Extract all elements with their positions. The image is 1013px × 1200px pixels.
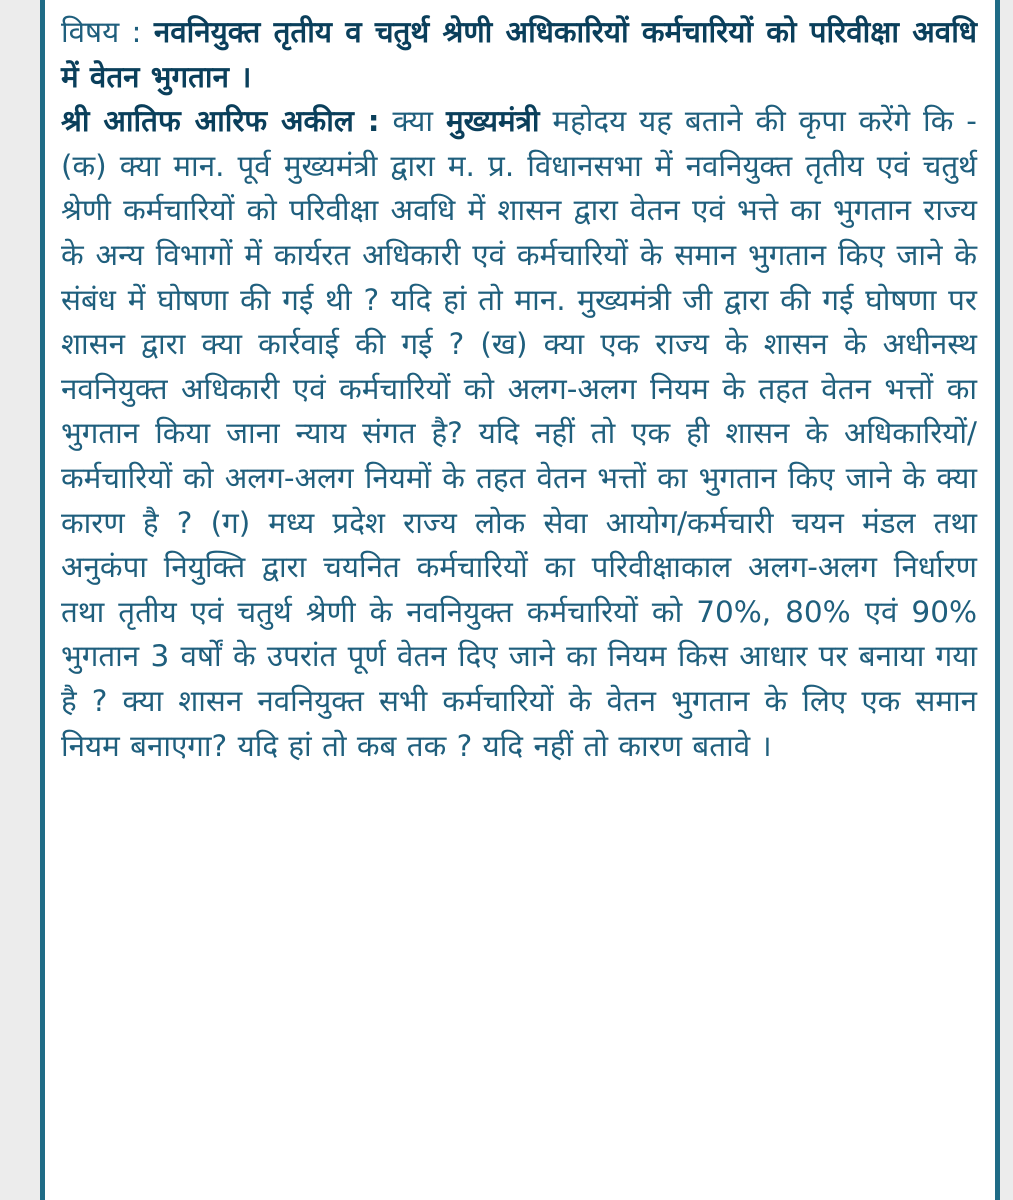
question-addressee: मुख्यमंत्री bbox=[445, 104, 540, 139]
question-intro: क्या bbox=[392, 104, 433, 139]
question-paragraph bbox=[61, 99, 977, 768]
question-speaker: श्री आतिफ आरिफ अकील : bbox=[61, 104, 380, 139]
subject-paragraph bbox=[61, 10, 977, 99]
document-panel bbox=[40, 0, 1000, 1200]
question-body: महोदय यह बताने की कृपा करेंगे कि - (क) क्या मान. पूर्व मुख्यमंत्री द्वारा म. प्र. विधानसभा में नवनियुक्त तृतीय एवं चतुर्थ श्रेणी कर्मचारियों को परिवीक्षा अवधि में शासन द्वारा वेतन एवं भत्ते का भुगतान राज्य के अन्य विभागों में कार्यरत अधिकारी एवं कर्मचारियों के समान भुगतान किए जाने के संबंध में घोषणा की गई थी ? यदि हां तो मान. मुख्यमंत्री जी द्वारा की गई घोषणा पर शासन द्वारा क्या कार्रवाई की गई ? (ख) क्या एक राज्य के शासन के अधीनस्थ नवनियुक्त अधिकारी एवं कर्मचारियों को अलग-अलग नियम के तहत वेतन भत्तों का भुगतान किया जाना न्याय संगत है? यदि नहीं तो एक ही शासन के अधिकारियों/कर्मचारियों को अलग-अलग नियमों के तहत वेतन भत्तों का भुगतान किए जाने के क्या कारण है ? (ग) मध्य प्रदेश राज्य लोक सेवा आयोग/कर्मचारी चयन मंडल तथा अनुकंपा नियुक्ति द्वारा चयनित कर्मचारियों का परिवीक्षाकाल अलग-अलग निर्धारण तथा तृतीय एवं चतुर्थ श्रेणी के नवनियुक्त कर्मचारियों को 70%, 80% एवं 90% भुगतान 3 वर्षों के उपरांत पूर्ण वेतन दिए जाने का नियम किस आधार पर बनाया गया है ? क्या शासन नवनियुक्त सभी कर्मचारियों के वेतन भुगतान के लिए एक समान नियम बनाएगा? यदि हां तो कब तक ? यदि नहीं तो कारण बतावे । bbox=[61, 104, 978, 763]
subject-title: नवनियुक्त तृतीय व चतुर्थ श्रेणी अधिकारियों कर्मचारियों को परिवीक्षा अवधि में वेतन भुगतान । bbox=[61, 15, 977, 94]
subject-label: विषय : bbox=[61, 15, 142, 49]
